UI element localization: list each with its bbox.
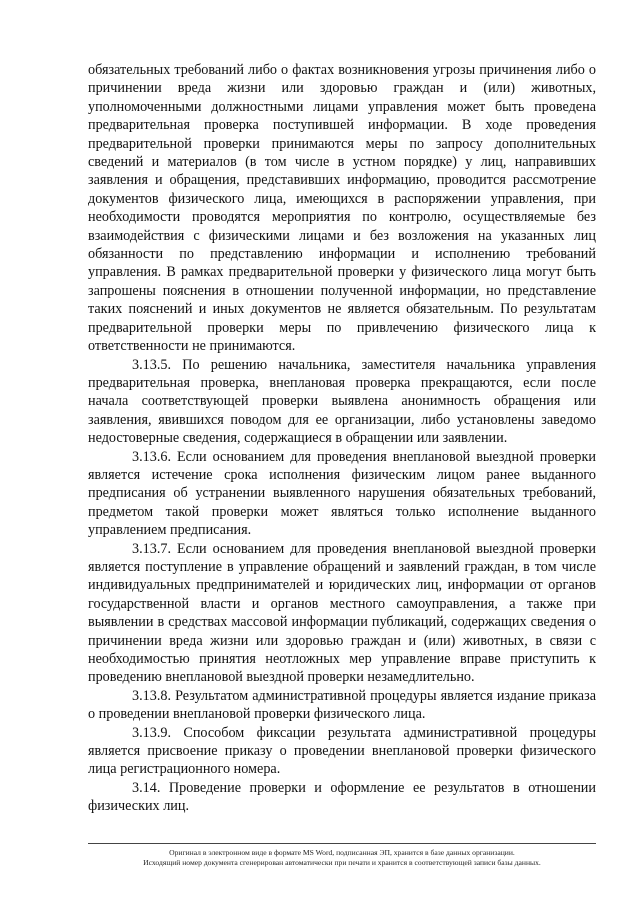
paragraph-3-13-7: 3.13.7. Если основанием для проведения внеплановой выездной проверки является поступление в управление обращений и заявлений граждан, в том числе индивидуальных предпринимателей и юридических лиц, информации от органов государственной власти и органов местного самоуправления, а также при выявлении в средствах массовой информации публикаций, содержащих сведения о причинении вреда жизни или здоровью граждан и (или) животных, в связи с необходимостью принятия неотложных мер управление вправе приступить к проведению внеплановой выездной проверки незамедлительно. <box>88 540 596 686</box>
paragraph-3-13-6: 3.13.6. Если основанием для проведения внеплановой выездной проверки является истечение срока исполнения физическим лицом ранее выданного предписания об устранении выявленного нарушения обязательных требований, предметом такой проверки может являться только исполнение выданного управлением предписания. <box>88 448 596 539</box>
footer-line-number: Исходящий номер документа сгенерирован автоматически при печати и хранится в соответствующей записи базы данных. <box>143 858 541 868</box>
footer-line-original: Оригинал в электронном виде в формате MS Word, подписанная ЭП, хранится в базе данных организации. <box>169 848 515 857</box>
paragraph-3-13-9: 3.13.9. Способом фиксации результата административной процедуры является присвоение приказу о проведении внеплановой проверки физического лица регистрационного номера. <box>88 724 596 778</box>
paragraph-3-13-8: 3.13.8. Результатом административной процедуры является издание приказа о проведении внеплановой проверки физического лица. <box>88 687 596 723</box>
footer-divider <box>88 843 596 844</box>
document-body <box>88 61 596 816</box>
paragraph-3-13-5: 3.13.5. По решению начальника, заместителя начальника управления предварительная проверка, внеплановая проверка прекращаются, если после начала соответствующей проверки выявлена анонимность обращения или заявления, явившихся поводом для ее организации, либо установлены заведомо недостоверные сведения, содержащиеся в обращении или заявлении. <box>88 356 596 447</box>
paragraph-3-14: 3.14. Проведение проверки и оформление ее результатов в отношении физических лиц. <box>88 779 596 815</box>
page-footer <box>60 848 624 869</box>
paragraph-continuation: обязательных требований либо о фактах возникновения угрозы причинения либо о причинении вреда жизни или здоровью граждан и (или) животных, уполномоченными должностными лицами управления может быть проведена предварительная проверка поступившей информации. В ходе проведения предварительной проверки принимаются меры по запросу дополнительных сведений и материалов (в том числе в устном порядке) у лиц, направивших заявления и обращения, представивших информацию, проводится рассмотрение документов физического лица, имеющихся в распоряжении управления, при необходимости проводятся мероприятия по контролю, осуществляемые без взаимодействия с физическими лицами и без возложения на указанных лиц обязанности по представлению информации и исполнению требований управления. В рамках предварительной проверки у физического лица могут быть запрошены пояснения в отношении полученной информации, но представление таких пояснений и иных документов не является обязательным. По результатам предварительной проверки меры по привлечению физического лица к ответственности не принимаются. <box>88 62 596 355</box>
